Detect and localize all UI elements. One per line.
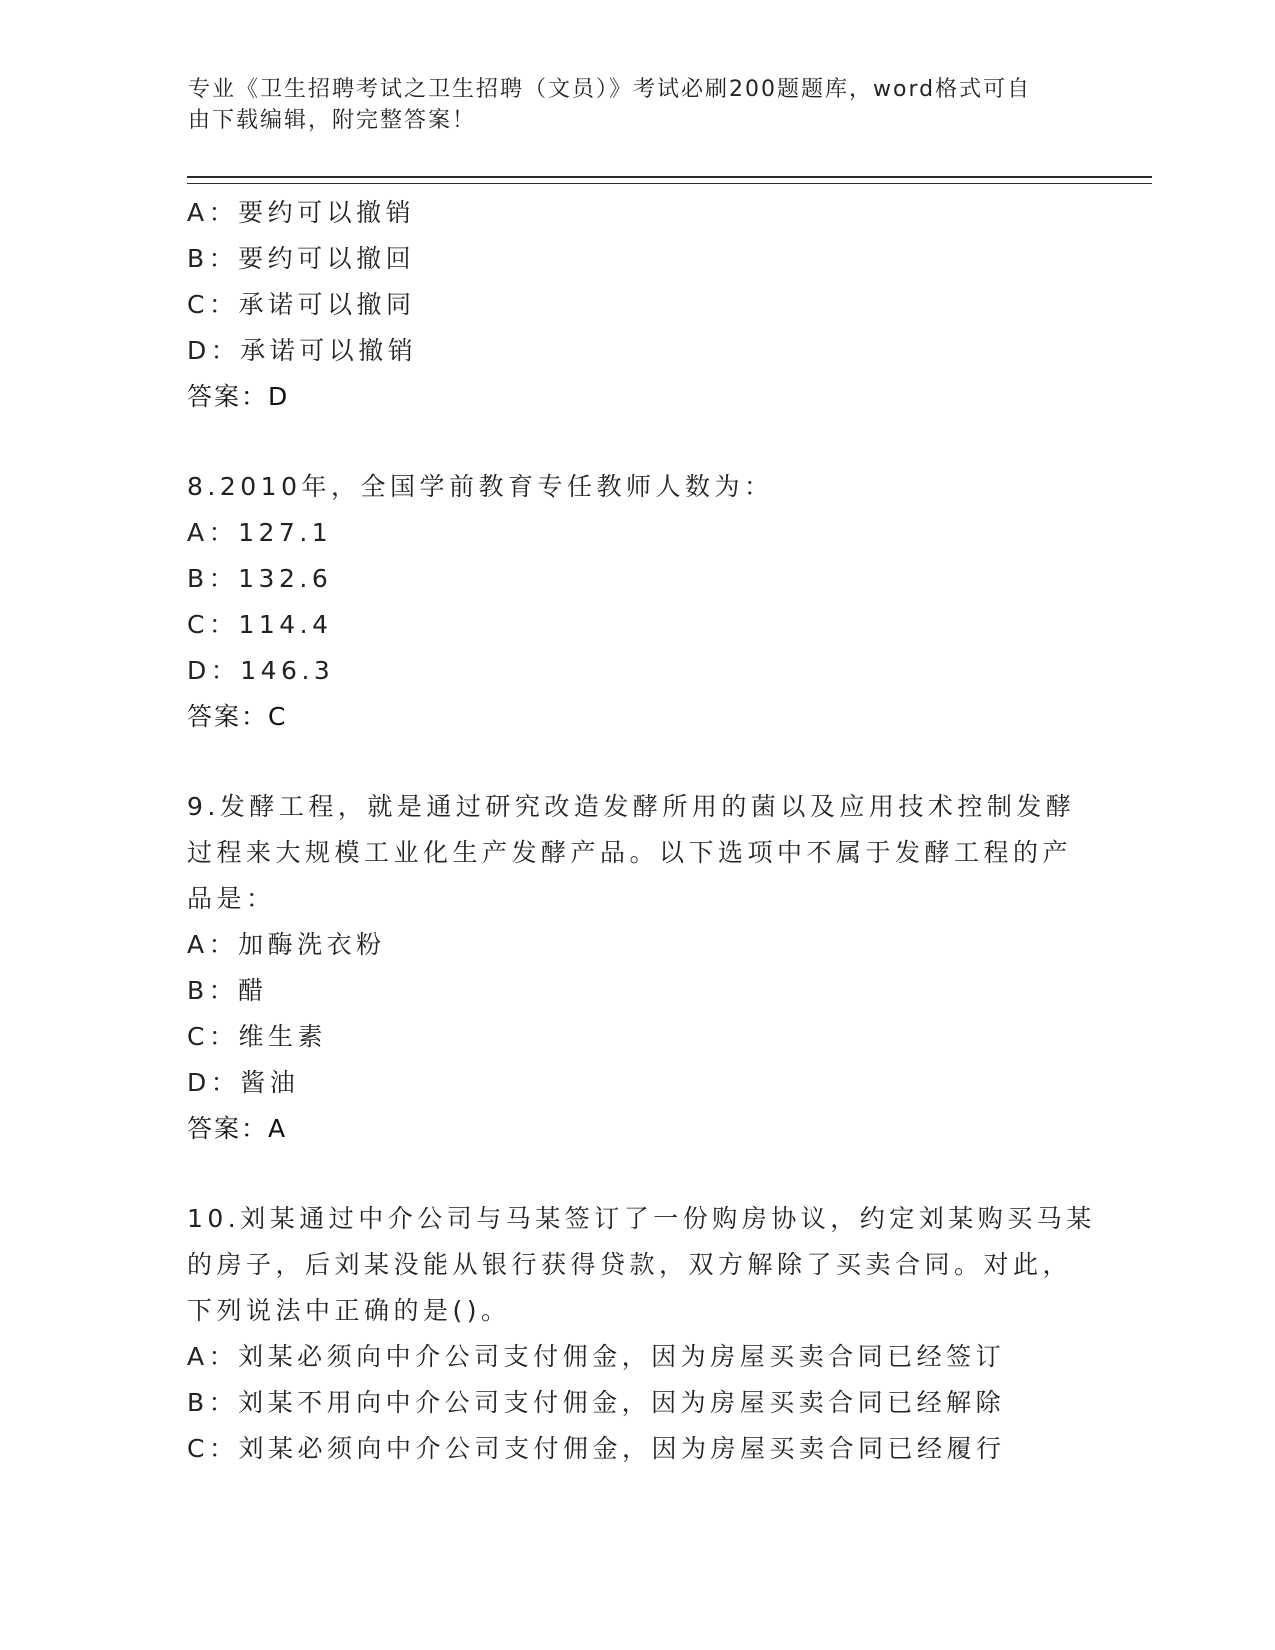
option-c: C：维生素: [187, 1022, 327, 1051]
option-d: D：酱油: [187, 1068, 300, 1097]
option-a: A：要约可以撤销: [187, 198, 416, 227]
answer-line: 答案：C: [187, 702, 288, 731]
question-10: [187, 1196, 1096, 1472]
option-a: A：加酶洗衣粉: [187, 930, 386, 959]
answer-line: 答案：A: [187, 1114, 288, 1143]
option-d: D：146.3: [187, 656, 335, 685]
spacer: [187, 420, 1087, 464]
option-a: A：刘某必须向中介公司支付佣金，因为房屋买卖合同已经签订: [187, 1342, 1006, 1371]
question-stem-line-1: 9.发酵工程，就是通过研究改造发酵所用的菌以及应用技术控制发酵: [187, 792, 1076, 821]
option-b: B：132.6: [187, 564, 333, 593]
question-stem-line-2: 过程来大规模工业化生产发酵产品。以下选项中不属于发酵工程的产: [187, 838, 1073, 867]
option-a: A：127.1: [187, 518, 333, 547]
option-d: D：承诺可以撤销: [187, 336, 418, 365]
question-stem-line-3: 品是：: [187, 884, 276, 913]
question-stem-line-1: 10.刘某通过中介公司与马某签订了一份购房协议，约定刘某购买马某: [187, 1204, 1096, 1233]
question-8: [187, 464, 1087, 740]
question-list: [187, 190, 1096, 1472]
question-stem-line-3: 下列说法中正确的是()。: [187, 1296, 511, 1325]
page-header: [188, 74, 1068, 136]
question-9: [187, 784, 1087, 1152]
option-c: C：承诺可以撤同: [187, 290, 416, 319]
option-c: C：114.4: [187, 610, 333, 639]
header-divider: [187, 176, 1152, 184]
option-b: B：刘某不用向中介公司支付佣金，因为房屋买卖合同已经解除: [187, 1388, 1006, 1417]
header-title-line-2: 由下载编辑，附完整答案！: [188, 108, 477, 133]
spacer: [187, 740, 1087, 784]
question-7: [187, 190, 1087, 420]
option-b: B：要约可以撤回: [187, 244, 416, 273]
question-stem-line-2: 的房子，后刘某没能从银行获得贷款，双方解除了买卖合同。对此，: [187, 1250, 1073, 1279]
question-stem: 8.2010年，全国学前教育专任教师人数为：: [187, 472, 774, 501]
spacer: [187, 1152, 1087, 1196]
header-title-line-1: 专业《卫生招聘考试之卫生招聘（文员）》考试必刷200题题库，word格式可自: [188, 77, 1032, 102]
answer-line: 答案：D: [187, 382, 290, 411]
option-b: B：醋: [187, 976, 268, 1005]
option-c: C：刘某必须向中介公司支付佣金，因为房屋买卖合同已经履行: [187, 1434, 1006, 1463]
